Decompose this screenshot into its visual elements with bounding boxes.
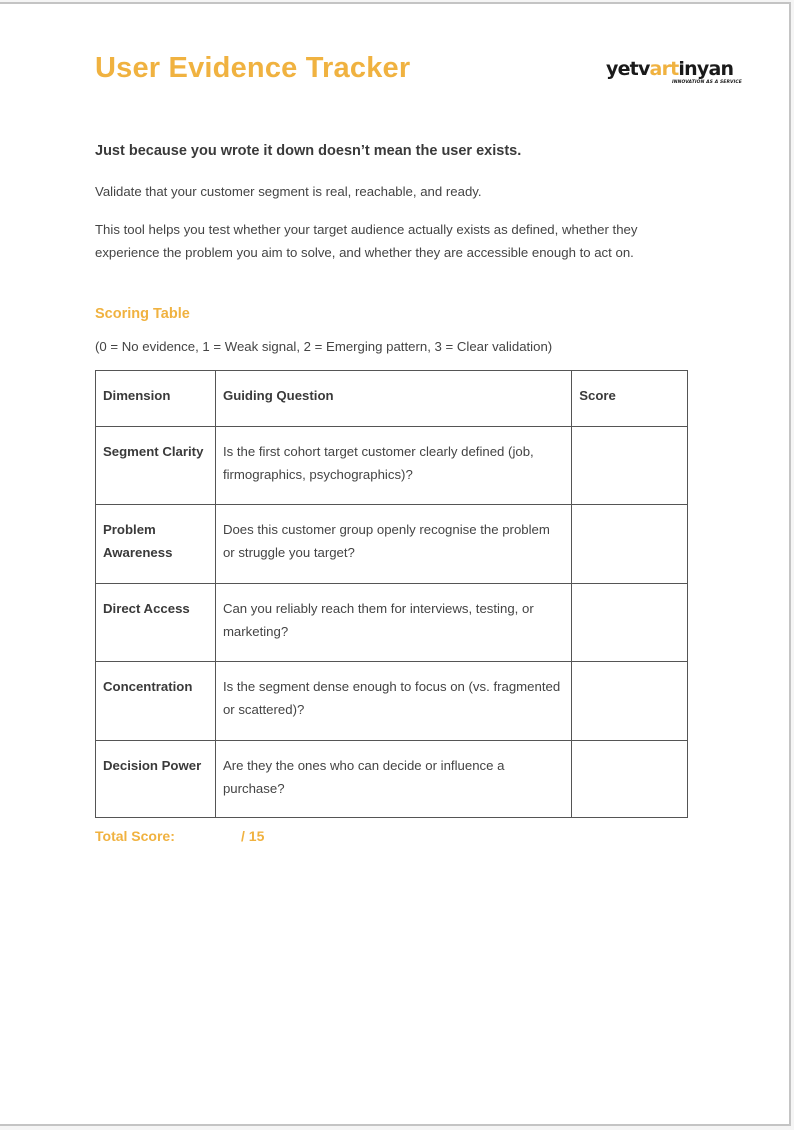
score-cell[interactable]	[572, 662, 688, 741]
logo-tagline: INNOVATION AS A SERVICE	[672, 80, 742, 85]
table-row	[96, 505, 688, 584]
question-cell: Is the first cohort target customer clearly defined (job, firmographics, psychographics)?	[215, 427, 571, 505]
table-row	[96, 584, 688, 662]
question-cell: Are they the ones who can decide or influence a purchase?	[215, 741, 571, 818]
header-guiding-question: Guiding Question	[215, 371, 571, 427]
dimension-cell: Direct Access	[96, 584, 216, 662]
total-score-max: / 15	[241, 828, 265, 844]
score-cell[interactable]	[572, 427, 688, 505]
table-row	[96, 741, 688, 818]
score-cell[interactable]	[572, 741, 688, 818]
dimension-cell: Segment Clarity	[96, 427, 216, 505]
total-score	[95, 828, 265, 844]
brand-logo	[606, 58, 746, 85]
table-row	[96, 427, 688, 505]
document-title: User Evidence Tracker	[95, 52, 411, 84]
question-cell: Can you reliably reach them for interviews, testing, or marketing?	[215, 584, 571, 662]
dimension-cell: Problem Awareness	[96, 505, 216, 584]
scoring-legend: (0 = No evidence, 1 = Weak signal, 2 = Emerging pattern, 3 = Clear validation)	[95, 339, 553, 354]
tagline: Just because you wrote it down doesn’t mean the user exists.	[95, 143, 522, 159]
score-cell[interactable]	[572, 505, 688, 584]
scoring-section-title: Scoring Table	[95, 306, 190, 322]
question-cell: Is the segment dense enough to focus on (vs. fragmented or scattered)?	[215, 662, 571, 741]
header-dimension: Dimension	[96, 371, 216, 427]
description-paragraph: This tool helps you test whether your target audience actually exists as defined, whether they experience the problem you aim to solve, and whether they are accessible enough to act on.	[95, 222, 638, 260]
table-header-row	[96, 371, 688, 427]
table-row	[96, 662, 688, 741]
logo-accent: art	[649, 58, 679, 80]
header-score: Score	[572, 371, 688, 427]
dimension-cell: Concentration	[96, 662, 216, 741]
logo-suffix: inyan	[678, 58, 734, 80]
score-cell[interactable]	[572, 584, 688, 662]
intro-paragraph: Validate that your customer segment is real, reachable, and ready.	[95, 184, 482, 199]
logo-prefix: yetv	[606, 58, 650, 80]
dimension-cell: Decision Power	[96, 741, 216, 818]
logo-wordmark	[606, 59, 746, 79]
question-cell: Does this customer group openly recognise the problem or struggle you target?	[215, 505, 571, 584]
scoring-table	[95, 370, 688, 818]
document-page	[0, 2, 791, 1126]
total-score-label: Total Score:	[95, 828, 175, 844]
